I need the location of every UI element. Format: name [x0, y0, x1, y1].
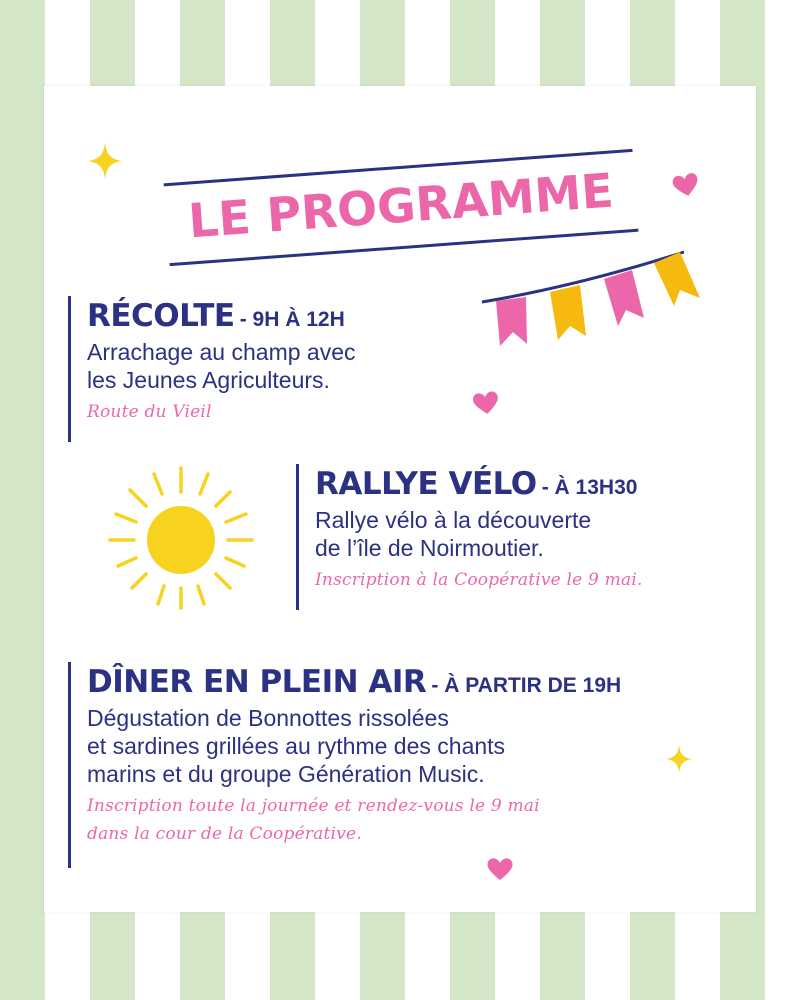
event-description: [87, 704, 757, 788]
bunting-flag: [550, 285, 586, 340]
bunting-flag: [604, 270, 644, 326]
description-line: Rallye vélo à la découverte: [315, 507, 592, 533]
bunting-flag: [654, 252, 700, 306]
program-card: [44, 86, 756, 912]
event-heading: [87, 662, 757, 702]
event-name: DÎNER EN PLEIN AIR: [87, 664, 427, 700]
event-name: RÉCOLTE: [87, 298, 235, 334]
event-description: [315, 506, 755, 562]
heart-icon: [672, 172, 700, 198]
description-line: Dégustation de Bonnottes rissolées: [87, 705, 449, 731]
note-line: Route du Vieil: [87, 402, 212, 422]
event-heading: [315, 464, 755, 504]
event-note: [87, 398, 527, 426]
event-note: [315, 566, 755, 594]
page-title: LE PROGRAMME: [186, 163, 616, 250]
event-recolte: [68, 296, 527, 442]
event-time: - 9H À 12H: [239, 308, 345, 331]
event-diner-plein-air: [68, 662, 757, 868]
note-line: dans la cour de la Coopérative.: [87, 824, 362, 844]
event-description: [87, 338, 527, 394]
event-time: - À PARTIR DE 19H: [431, 674, 622, 697]
description-line: Arrachage au champ avec: [87, 339, 356, 365]
note-line: Inscription toute la journée et rendez-vous le 9 mai: [87, 796, 540, 816]
note-line: Inscription à la Coopérative le 9 mai.: [315, 570, 643, 590]
event-name: RALLYE VÉLO: [315, 466, 537, 502]
event-rallye-velo: [296, 464, 755, 610]
description-line: et sardines grillées au rythme des chants: [87, 733, 506, 759]
event-note: [87, 792, 757, 848]
sparkle-icon: [88, 142, 122, 180]
event-heading: [87, 296, 527, 336]
description-line: de l’île de Noirmoutier.: [315, 535, 544, 561]
description-line: marins et du groupe Génération Music.: [87, 761, 485, 787]
sun-icon: [106, 462, 256, 612]
description-line: les Jeunes Agriculteurs.: [87, 367, 330, 393]
event-time: - À 13H30: [541, 476, 638, 499]
